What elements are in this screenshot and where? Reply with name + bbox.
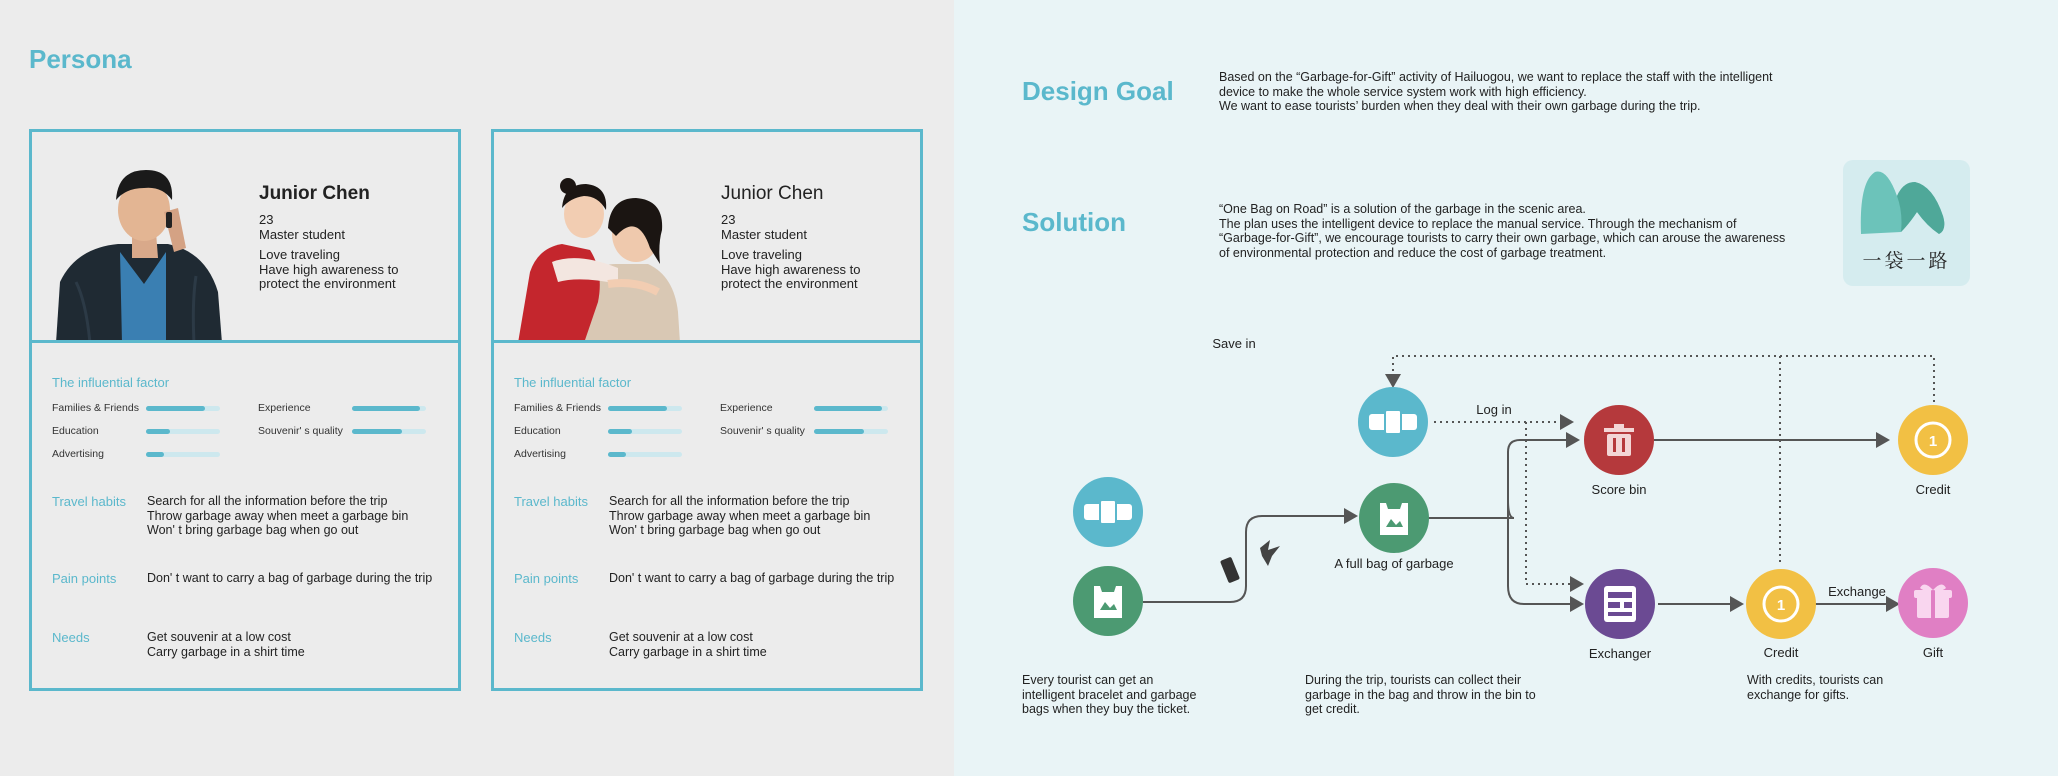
bracelet-login-node (1358, 387, 1428, 457)
persona-photo-mother-daughter (508, 152, 704, 343)
caption-line: With credits, tourists can (1747, 673, 1884, 687)
factor-bar-fill (352, 406, 420, 411)
pain-line: Don' t want to carry a bag of garbage during the trip (609, 571, 895, 585)
needs-text (147, 630, 305, 659)
factor-bar (814, 406, 888, 411)
bird-icon (1260, 540, 1280, 566)
factor-label: Education (514, 425, 561, 437)
design-goal-line: device to make the whole service system work with high efficiency. (1219, 84, 1587, 99)
caption-step3 (1747, 673, 1883, 702)
factor-bar-fill (608, 406, 667, 411)
factor-bar (352, 406, 426, 411)
factor-souvenir-quality (720, 425, 888, 437)
factor-education (52, 425, 220, 437)
pain-points-text (147, 571, 432, 586)
factor-bar-fill (814, 429, 864, 434)
factor-bar (608, 452, 682, 457)
factor-bar (608, 429, 682, 434)
persona-trait: Love traveling (259, 247, 340, 262)
persona-card-header (32, 132, 458, 343)
caption-step1 (1022, 673, 1196, 717)
garbage-bag-node (1073, 566, 1143, 636)
score-bin-label: Score bin (1591, 482, 1647, 497)
persona-trait: Have high awareness to (259, 261, 399, 277)
caption-line: During the trip, tourists can collect their (1305, 673, 1522, 687)
factor-bar-fill (352, 429, 402, 434)
persona-name: Junior Chen (259, 183, 370, 204)
solution-line: The plan uses the intelligent device to replace the manual service. Through the mechanism of (1219, 216, 1737, 231)
factor-families (514, 402, 682, 414)
factor-education (514, 425, 682, 437)
factor-bar (814, 429, 888, 434)
phone-icon (1220, 557, 1240, 584)
factor-bar-fill (146, 452, 164, 457)
need-line: Get souvenir at a low cost (147, 630, 291, 644)
credit-node-top (1898, 405, 1968, 475)
persona-card-header (494, 132, 920, 343)
factor-title: The influential factor (514, 375, 632, 390)
factor-bar (146, 429, 220, 434)
factor-bar-fill (608, 452, 626, 457)
credit-bottom-label: Credit (1763, 645, 1799, 660)
credit-top-label: Credit (1915, 482, 1951, 497)
pain-points-text (609, 571, 894, 586)
exchanger-node (1585, 569, 1655, 639)
solution-line: “Garbage-for-Gift”, we encourage tourists to carry their own garbage, which can arouse the awareness (1219, 231, 1786, 245)
caption-line: get credit. (1305, 702, 1360, 716)
persona-info (259, 184, 398, 292)
factor-bar (146, 452, 220, 457)
travel-habits-text (609, 494, 870, 538)
factor-label: Advertising (514, 448, 566, 460)
pain-points-label: Pain points (514, 571, 579, 586)
habit-line: Search for all the information before the trip (147, 494, 388, 508)
persona-name: Junior Chen (721, 183, 824, 204)
persona-trait: protect the environment (721, 276, 858, 291)
caption-line: exchange for gifts. (1747, 687, 1850, 702)
factor-souvenir-quality (258, 425, 426, 437)
needs-label: Needs (52, 630, 90, 645)
flow-line-to-bin (1486, 440, 1578, 518)
caption-line: intelligent bracelet and garbage (1022, 687, 1197, 702)
persona-trait: Love traveling (721, 247, 802, 262)
credit-node-bottom (1746, 569, 1816, 639)
persona-photo-man (46, 152, 242, 343)
habit-line: Won' t bring garbage bag when go out (147, 523, 359, 537)
design-goal-line: Based on the “Garbage-for-Gift” activity of Hailuogou, we want to replace the staff with the intelligent (1219, 70, 1773, 84)
flow-line-to-exchanger (1508, 500, 1582, 604)
pain-points-label: Pain points (52, 571, 117, 586)
factor-label: Families & Friends (514, 402, 601, 414)
persona-panel (0, 0, 954, 776)
factor-bar (352, 429, 426, 434)
factor-advertising (52, 448, 220, 460)
score-bin-node (1584, 405, 1654, 475)
gift-label: Gift (1922, 645, 1944, 660)
factor-bar (146, 406, 220, 411)
factor-label: Families & Friends (52, 402, 139, 414)
persona-role: Master student (259, 226, 345, 242)
gift-node (1898, 568, 1968, 638)
needs-label: Needs (514, 630, 552, 645)
persona-age: 23 (259, 212, 274, 227)
factor-label: Experience (258, 402, 311, 414)
svg-text:1: 1 (1776, 597, 1786, 614)
factor-label: Souvenir' s quality (720, 425, 805, 437)
factor-title: The influential factor (52, 375, 170, 390)
pain-line: Don' t want to carry a bag of garbage during the trip (147, 571, 433, 585)
exchanger-label: Exchanger (1588, 646, 1652, 661)
travel-habits-label: Travel habits (52, 494, 126, 509)
design-panel (954, 0, 2058, 776)
factor-experience (720, 402, 888, 414)
habit-line: Search for all the information before the trip (609, 494, 850, 508)
factor-families (52, 402, 220, 414)
persona-card (29, 129, 461, 691)
trash-bin-icon (1604, 428, 1634, 432)
habit-line: Won' t bring garbage bag when go out (609, 523, 821, 537)
solution-line: of environmental protection and reduce the cost of garbage treatment. (1219, 245, 1607, 260)
persona-trait: Have high awareness to (721, 261, 861, 277)
factor-experience (258, 402, 426, 414)
design-goal-title: Design Goal (1022, 76, 1174, 106)
bracelet-node (1073, 477, 1143, 547)
logo-text: 一袋一路 (1862, 250, 1951, 272)
factor-label: Experience (720, 402, 773, 414)
factor-bar-fill (608, 429, 632, 434)
persona-trait: protect the environment (259, 276, 396, 291)
factor-bar-fill (814, 406, 882, 411)
log-in-label: Log in (1476, 402, 1512, 417)
factor-bar-fill (146, 406, 205, 411)
factor-label: Advertising (52, 448, 104, 460)
need-line: Carry garbage in a shirt time (609, 644, 767, 659)
factor-advertising (514, 448, 682, 460)
solution-line: “One Bag on Road” is a solution of the garbage in the scenic area. (1219, 202, 1586, 216)
dotted-line-login-exchanger (1526, 422, 1582, 584)
travel-habits-text (147, 494, 408, 538)
habit-line: Throw garbage away when meet a garbage bin (147, 508, 409, 523)
full-bag-node (1359, 483, 1429, 553)
svg-text:1: 1 (1928, 433, 1938, 450)
save-in-label: Save in (1212, 336, 1256, 351)
habit-line: Throw garbage away when meet a garbage bin (609, 508, 871, 523)
factor-bar (608, 406, 682, 411)
persona-age: 23 (721, 212, 736, 227)
persona-info (721, 184, 860, 292)
persona-role: Master student (721, 226, 807, 242)
travel-habits-label: Travel habits (514, 494, 588, 509)
caption-line: garbage in the bag and throw in the bin to (1305, 687, 1536, 702)
design-goal-line: We want to ease tourists’ burden when they deal with their own garbage during the trip. (1219, 99, 1701, 113)
factor-label: Souvenir' s quality (258, 425, 343, 437)
solution-title: Solution (1022, 207, 1126, 237)
exchange-label: Exchange (1828, 584, 1886, 599)
persona-title: Persona (29, 44, 132, 74)
caption-line: Every tourist can get an (1022, 673, 1154, 687)
caption-line: bags when they buy the ticket. (1022, 702, 1191, 716)
factor-label: Education (52, 425, 99, 437)
persona-card (491, 129, 923, 691)
factor-bar-fill (146, 429, 170, 434)
full-bag-label: A full bag of garbage (1334, 556, 1454, 571)
need-line: Get souvenir at a low cost (609, 630, 753, 644)
caption-step2 (1305, 673, 1536, 717)
need-line: Carry garbage in a shirt time (147, 644, 305, 659)
needs-text (609, 630, 767, 659)
dotted-line-save-in (1393, 356, 1934, 402)
